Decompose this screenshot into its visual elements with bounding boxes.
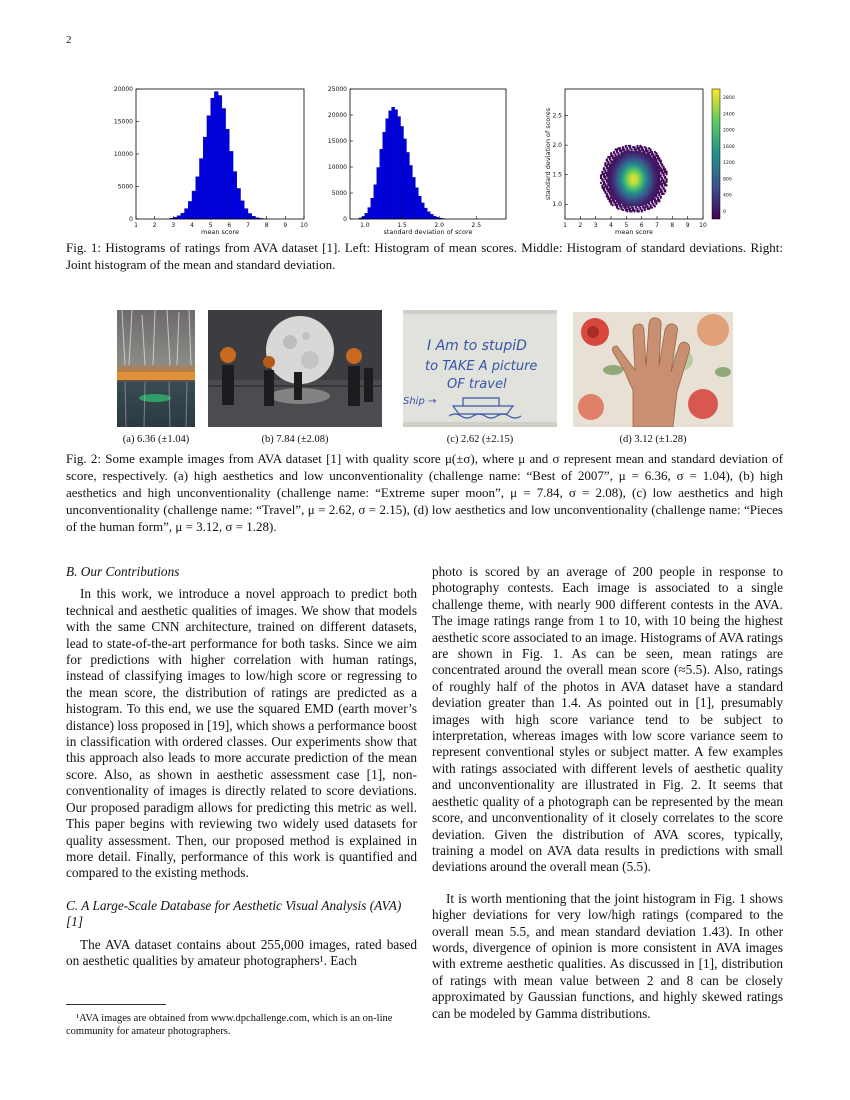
- density-cell: [651, 206, 653, 208]
- left-column: [66, 564, 417, 969]
- x-tick-label: 7: [246, 222, 250, 229]
- density-cell: [646, 205, 648, 207]
- density-cell: [606, 193, 608, 195]
- x-tick-label: 6: [227, 222, 232, 229]
- photo-d-hand: [573, 312, 733, 427]
- bar: [401, 126, 404, 219]
- x-tick-label: 2: [152, 222, 157, 229]
- density-cell: [633, 209, 635, 211]
- section-c-paragraph: The AVA dataset contains about 255,000 images, rated based on aesthetic qualities by amateur photographers¹. Each: [66, 936, 417, 968]
- bar: [383, 132, 386, 219]
- density-cell: [663, 193, 665, 195]
- bar: [389, 111, 392, 219]
- density-cell: [663, 179, 665, 181]
- bar: [430, 214, 433, 219]
- y-tick-label: 2.0: [552, 142, 562, 150]
- density-cell: [663, 187, 665, 189]
- x-tick-label: 3: [593, 222, 598, 229]
- density-cell: [664, 189, 666, 191]
- density-cell: [600, 182, 602, 184]
- density-cell: [645, 147, 647, 149]
- bar: [248, 213, 252, 219]
- density-cell: [610, 152, 612, 154]
- colorbar-tick-label: 0: [723, 209, 726, 215]
- density-cell: [660, 160, 662, 162]
- x-tick-label: 9: [685, 222, 690, 229]
- density-cell: [619, 147, 621, 149]
- section-b-heading: B. Our Contributions: [66, 564, 180, 579]
- density-cell: [638, 210, 640, 212]
- density-cell: [604, 162, 606, 164]
- bar: [177, 216, 181, 219]
- density-cell: [612, 155, 614, 157]
- bar: [403, 139, 406, 219]
- bar: [241, 201, 245, 219]
- density-cell: [660, 188, 662, 190]
- density-cell: [613, 151, 615, 153]
- x-axis-label: standard deviation of score: [383, 228, 473, 236]
- y-tick-label: 20000: [327, 112, 347, 119]
- bar: [207, 116, 211, 219]
- y-tick-label: 2.5: [552, 112, 562, 120]
- bar: [199, 159, 203, 219]
- mean-score-histogram: [100, 80, 315, 242]
- x-tick-label: 6: [639, 222, 644, 229]
- page-number: 2: [66, 34, 72, 46]
- y-tick-label: 0: [343, 216, 347, 223]
- density-cell: [641, 209, 643, 211]
- density-cell: [623, 148, 625, 150]
- bar: [252, 216, 256, 219]
- bar: [415, 188, 418, 219]
- density-cell: [614, 153, 616, 155]
- bar: [181, 213, 185, 219]
- bar: [222, 109, 226, 220]
- density-cell: [632, 206, 634, 208]
- photo-a-lake: [117, 310, 195, 427]
- right-paragraph-1: photo is scored by an average of 200 people in response to photography contests. Each image is associated to a single challenge theme, with nearly 900 different contests in the AVA. The image ratings range from 1 to 10, with 10 being the highest aesthetic score associated to an image. Histograms of AVA ratings are shown in Fig. 1. As can be seen, mean ratings are concentrated around the overall mean score (≈5.5). Also, ratings of roughly half of the photos in AVA dataset have a standard deviation greater than 1.4. As pointed out in [1], presumably images with high score variance tend to be subject to interpretation, whereas images with low score variance seem to represent conventional styles or subject matter. A few examples with ratings associated with different levels of aesthetic quality and unconventionality are illustrated in Fig. 2. It seems that aesthetic quality of a photograph can be represented by the mean score, and unconventionality of it closely correlates to the score deviation. Given the distribution of AVA scores, typically, training a model on AVA data results in predictions with small deviations around the overall mean (5.5).: [432, 564, 783, 875]
- density-cell: [661, 163, 663, 165]
- density-cell: [630, 148, 632, 150]
- density-cell: [660, 195, 662, 197]
- colorbar-tick-label: 2800: [723, 96, 735, 102]
- density-cell: [663, 166, 665, 168]
- x-tick-label: 7: [655, 222, 659, 229]
- density-cell: [664, 176, 666, 178]
- density-cell: [617, 152, 619, 154]
- density-cell: [649, 148, 651, 150]
- x-tick-label: 2.0: [434, 222, 444, 229]
- density-cell: [658, 199, 660, 201]
- density-cell: [607, 161, 609, 163]
- density-cell: [636, 208, 638, 210]
- density-cell: [604, 183, 606, 185]
- density-cell: [655, 152, 657, 154]
- photo-c-line2: to TAKE A picture: [425, 359, 538, 374]
- y-tick-label: 15000: [113, 118, 133, 126]
- y-axis-label: standard deviation of scores: [544, 107, 552, 201]
- x-tick-label: 2.5: [471, 222, 482, 229]
- joint-histogram: [538, 80, 753, 242]
- bar: [226, 129, 230, 219]
- density-cell: [649, 204, 651, 206]
- bar: [421, 203, 424, 219]
- bar: [203, 137, 207, 219]
- density-cell: [601, 171, 603, 173]
- bar: [185, 209, 189, 219]
- right-paragraph-2: It is worth mentioning that the joint histogram in Fig. 1 shows higher deviations for very low/high ratings (compared to the overall mean 5.5, and mean standard deviation 1.43). In other words, divergence of opinion is more consistent in AVA images with extreme aesthetic qualities. As discussed in [1], distribution of ratings with mean value between 2 and 8 can be closely approximated by Gaussian functions, and highly skewed ratings can be modeled by Gamma distributions.: [432, 890, 783, 1021]
- fig2-sub-b: (b) 7.84 (±2.08): [261, 434, 329, 445]
- x-tick-label: 4: [190, 222, 194, 229]
- density-cell: [625, 145, 627, 147]
- density-cell: [658, 164, 660, 166]
- density-cell: [661, 177, 663, 179]
- y-tick-label: 10000: [113, 151, 133, 158]
- bar: [218, 96, 222, 220]
- photo-b-moon: [208, 310, 382, 427]
- fig2-sub-d: (d) 3.12 (±1.28): [619, 434, 687, 445]
- bar: [418, 196, 421, 219]
- y-tick-label: 15000: [327, 138, 347, 145]
- x-tick-label: 9: [283, 222, 288, 229]
- bar: [244, 209, 248, 219]
- x-tick-label: 5: [624, 222, 629, 229]
- bar: [433, 216, 436, 219]
- fig1-caption: Fig. 1: Histograms of ratings from AVA dataset [1]. Left: Histogram of mean scores. Middle: Histogram of standard deviations. Right: Joint histogram of the mean and standard deviation.: [66, 240, 783, 272]
- bar: [427, 212, 430, 219]
- bar: [409, 165, 412, 219]
- bar: [229, 151, 233, 219]
- y-tick-label: 10000: [327, 164, 347, 171]
- bar: [237, 188, 241, 219]
- x-tick-label: 10: [300, 222, 308, 229]
- density-cell: [657, 162, 659, 164]
- photo-c-arrow: Ship →: [403, 396, 437, 407]
- photo-c-drawing: [403, 310, 557, 427]
- density-cell: [636, 145, 638, 147]
- density-cell: [652, 153, 654, 155]
- colorbar-tick-label: 2000: [723, 128, 735, 134]
- y-tick-label: 20000: [113, 86, 133, 93]
- density-cell: [654, 198, 656, 200]
- density-cell: [660, 174, 662, 176]
- x-tick-label: 1: [134, 222, 138, 229]
- fig2-sub-a: (a) 6.36 (±1.04): [122, 434, 190, 445]
- bar: [395, 110, 398, 219]
- density-cell: [641, 146, 643, 148]
- bar: [374, 185, 377, 219]
- density-cell: [654, 205, 656, 207]
- density-cell: [660, 167, 662, 169]
- density-cell: [617, 208, 619, 210]
- x-tick-label: 2: [578, 222, 583, 229]
- colorbar-tick-label: 1600: [723, 144, 735, 150]
- x-axis-label: mean score: [615, 228, 653, 236]
- density-cell: [652, 203, 654, 205]
- density-cell: [665, 184, 667, 186]
- x-tick-label: 10: [699, 222, 707, 229]
- photo-c-line3: OF travel: [447, 377, 507, 392]
- bar: [371, 198, 374, 219]
- x-tick-label: 5: [208, 222, 213, 229]
- y-tick-label: 1.0: [552, 201, 562, 209]
- x-tick-label: 1: [563, 222, 567, 229]
- y-tick-label: 5000: [117, 183, 133, 191]
- density-cell: [661, 190, 663, 192]
- density-cell: [604, 169, 606, 171]
- density-cell: [665, 178, 667, 180]
- density-cell: [629, 145, 631, 147]
- section-b-paragraph: In this work, we introduce a novel approach to predict both technical and aesthetic qualities of images. We show that models with the same CNN architecture, trained on different datasets, lead to state-of-the-art performance for both tasks. Since we aim for predictions with higher correlation with human ratings, instead of classifying images to low/high score or regressing to the mean score, the distribution of ratings are predicted as a histogram. To this end, we use the squared EMD (earth mover’s distance) loss proposed in [19], which shows a performance boost in classification with ordered classes. Our experiments show that this approach also leads to more accurate prediction of the mean score. Also, as shown in aesthetic assessment case [1], non-conventionality of images is directly related to score deviations. Our proposed paradigm allows for predicting this metric as well. This paper begins with reviewing two widely used datasets for quality assessment. Then, our proposed method is explained in more detail. Finally, performance of this work is quantified and compared to the existing methods.: [66, 586, 417, 881]
- colorbar: [712, 89, 720, 219]
- bar: [392, 107, 395, 219]
- x-tick-label: 3: [171, 222, 176, 229]
- density-cell: [665, 171, 667, 173]
- colorbar-tick-label: 1200: [723, 161, 735, 167]
- footnote-text: ¹AVA images are obtained from www.dpchallenge.com, which is an on-line community for amateur photographers.: [66, 1013, 393, 1037]
- x-tick-label: 1.0: [360, 222, 370, 229]
- density-cell: [603, 167, 605, 169]
- section-c-heading: C. A Large-Scale Database for Aesthetic Visual Analysis (AVA) [1]: [66, 897, 402, 930]
- density-cell: [603, 181, 605, 183]
- density-cell: [633, 146, 635, 148]
- bar: [211, 98, 215, 219]
- density-cell: [664, 168, 666, 170]
- y-tick-label: 1.5: [552, 171, 562, 179]
- x-axis-label: mean score: [201, 228, 239, 236]
- density-cell: [612, 204, 614, 206]
- bar: [188, 201, 192, 219]
- density-cell: [626, 147, 628, 149]
- bar: [412, 177, 415, 219]
- footnote: [66, 1012, 417, 1038]
- density-cell: [651, 151, 653, 153]
- density-cell: [604, 190, 606, 192]
- density-cell: [622, 146, 624, 148]
- density-cell: [642, 148, 644, 150]
- bar: [233, 172, 237, 219]
- photo-c-line1: I Am to stupiD: [427, 338, 527, 354]
- colorbar-tick-label: 2400: [723, 112, 735, 118]
- bar: [377, 168, 380, 219]
- density-cell: [657, 155, 659, 157]
- bar: [192, 191, 196, 219]
- colorbar-tick-label: 400: [723, 193, 732, 199]
- bar: [424, 208, 427, 219]
- density-cell: [606, 158, 608, 160]
- footnote-rule: [66, 1004, 166, 1005]
- bar: [214, 92, 218, 219]
- density-cell: [657, 197, 659, 199]
- y-tick-label: 25000: [327, 86, 347, 93]
- bar: [398, 117, 401, 219]
- right-column: [432, 564, 783, 1022]
- y-tick-label: 5000: [331, 190, 347, 197]
- std-score-histogram: [318, 80, 516, 242]
- density-cell: [646, 150, 648, 152]
- fig2-sub-c: (c) 2.62 (±2.15): [446, 434, 514, 445]
- x-tick-label: 4: [609, 222, 613, 229]
- bar: [365, 213, 368, 219]
- density-cell: [639, 206, 641, 208]
- x-tick-label: 8: [670, 222, 675, 229]
- x-tick-label: 8: [264, 222, 269, 229]
- density-cell: [622, 209, 624, 211]
- bar: [386, 119, 389, 219]
- bar: [368, 208, 371, 219]
- bar: [196, 177, 200, 219]
- bar: [406, 152, 409, 219]
- density-cell: [607, 195, 609, 197]
- bar: [380, 149, 383, 219]
- x-tick-label: 1.5: [397, 222, 407, 229]
- density-cell: [601, 178, 603, 180]
- density-cell: [658, 157, 660, 159]
- y-tick-label: 0: [129, 216, 133, 223]
- fig2-caption: Fig. 2: Some example images from AVA dataset [1] with quality score μ(±σ), where μ and σ represent mean and standard deviation of score, respectively. (a) high aesthetics and low unconventionality (challenge name: “Best of 2007”, μ = 6.36, σ = 1.04), (b) high aesthetics and high unconventionality (challenge name: “Extreme super moon”, μ = 7.84, σ = 2.08), (c) low aesthetics and high unconventionality (challenge name: “Travel”, μ = 2.62, σ = 2.15), (d) low aesthetics and low unconventionality (challenge name: “Pieces of the human form”, μ = 3.12, σ = 1.28).: [66, 451, 783, 534]
- colorbar-tick-label: 800: [723, 177, 732, 183]
